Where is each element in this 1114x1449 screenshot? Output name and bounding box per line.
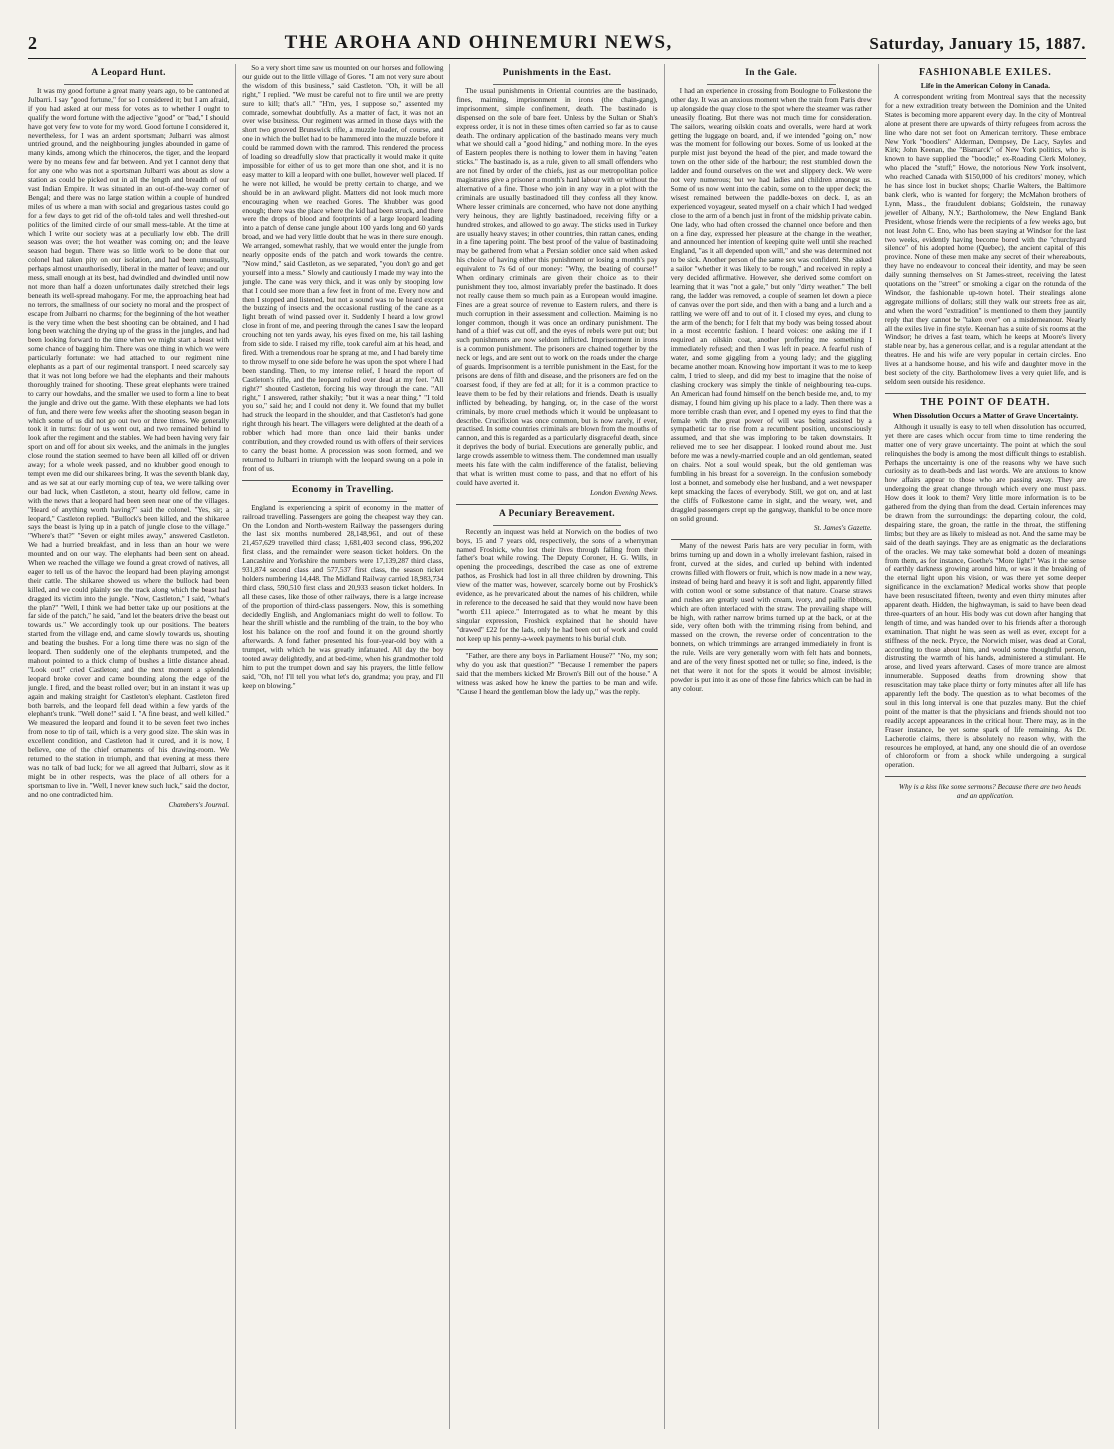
page-number: 2 [28,33,38,53]
article-heading-bereavement: A Pecuniary Bereavement. [499,508,615,519]
column-2 [235,64,449,1429]
article-body-gale: I had an experience in crossing from Boulogne to Folkestone the other day. It was an anxious moment when the train from Paris drew up alongside the quay close to the spot where the steamer was rather uneasily floating. But there was not much time for consideration. The sailors, wearing oilskin coats and overalls, were hard at work getting the luggage on board, and, if we intended "going on," now was the moment for following our boxes. Some of us looked at the purple mist just beyond the head of the pier, and made toward the town on the other side of the harbour; the rest stumbled down the ladder and found ourselves on the wet and slippery deck. We were not very numerous; but we had ladies and children amongst us. Some of us now went into the cabin, some on to the upper deck; the wisest remained between the paddle-boxes on deck. I, as an experienced voyageur, seated myself on a chair which I had wedged close to the arm of a bench just in front of the midship private cabin. One lady, who had often crossed the channel once before and then on a fine day, expressed her pleasure at the change in the weather, and announced her intention of keeping quite well until she reached England, "as it all depended upon will," and she was determined not to be sick. Another person of the same sex was confident. She asked a sailor "whether it was likely to be rough," and received in reply a very decided affirmative. However, she derived some comfort on learning that it was "not a gale," but only "dirty weather." The bell rang, the ladder was removed, a couple of seamen let down a piece of canvas over the port side, and then with a bang and a lurch and a rattling we were off and to out of it. I closed my eyes, and clung to the arm of the bench; for I felt that my body was being tossed about in a most eccentric fashion. I heard voices: one asking me if I required an oilskin coat, another proffering me something I immediately refused; and then I was left in peace. A fearful rush of water, and some giggling from a young lady; and the giggling became another moan. Knowing how important it was to me to keep calm, I tried to sleep, and did my best to imagine that the noise of clashing crockery was simply the tinkle of neighbouring tea-cups. An American had found himself on the bench beside me, and, to my dismay, I found him giving up his place to a lady. Then there was a more terrible crash than ever, and I opened my eyes to find that the female with the great power of will was being assisted by a sympathetic tar to rise from a recumbent position, unconsciously assumed, and that she was imploring to be taken downstairs. It relieved me to see her disappear. I looked round about me. Just before me was a newly-married couple and an old gentleman, seated on chairs. Not a soul would speak, but the old gentleman was fumbling in his breast for a sovereign. In the confusion somebody lost a bonnet, and somebody else her husband, and a wet newspaper kept smacking the faces of everybody. Still, we got on, and at last the cliffs of Folkestone came in sight, and the weary, wet, and draggled passengers crept up the gangway, thankful to be once more on solid ground. [670,86,872,523]
column-3 [449,64,663,1429]
article-body-economy: England is experiencing a spirit of economy in the matter of railroad travelling. Passengers are going the cheapest way they can. On the London and North-western Railway the passengers during the last six months numbered 28,148,961, and out of these 21,457,629 travelled third class; 1,681,403 second class, 996,202 first class, and the remainder were season ticket holders. On the Lancashire and Yorkshire the numbers were 17,139,287 third class, 931,874 second class and 577,537 first class, the season ticket holders numbering 14,448. The Midland Railway carried 18,983,734 third class, 590,510 first class and 20,933 season ticket holders. In all these cases, like those of other railways, there is a large increase of the proportion of third-class passengers. Now, this is something decidedly English, and Anglomaniacs might do well to follow. To hear the shrill whistle and the rumbling of the train, to the boy who lost his balance on the roof and found it on the ground shortly afterwards. A fond father presented his four-year-old boy with a trumpet, with which he was greatly infatuated. All day the boy tooted away delightedly, and at bed-time, when his grandmother told him to put the trumpet down and say his prayers, the little fellow said, "Oh, no! I'll tell you what let's do, grandma; you pray, and I'll keep on blowing." [242,502,444,690]
article-heading-punishments: Punishments in the East. [502,68,612,78]
paper-title: THE AROHA AND OHINEMURI NEWS, [284,32,673,53]
article-body-paris-hats: Many of the newest Paris hats are very peculiar in form, with brims turning up and down in a wholly irrelevant fashion, raised in front, curved at the sides, and curled up behind with indented crowns filled with flowers or fruit, which is now made in a new way, instead of being hard and heavy it is soft and light, apparently filled with cotton wool or some substance of that nature. Coarse straws and rushes are greatly used with cream, ivory, and paille ribbons, which are often interlaced with the straw. The prevailing shape will be high, with rather narrow brims turned up at the back, or at the side, very often both with the trimming rising from behind, and massed on the crown, the reverse order of concentration to the bonnets, on which trimmings are arranged immediately in front is the rule. Veils are very generally worn with felt hats and bonnets, and are of the very finest spotted net or tulle; so fine, indeed, is the net that were it not for the spots it would be almost invisible; powder is put into it as one of those fine fabrics which can be had in any colour. [670,541,872,693]
column-5 [878,64,1086,1429]
article-heading-economy: Economy in Travelling. [291,484,394,495]
article-separator [456,649,657,650]
article-separator [456,504,657,505]
heading-rule [493,525,622,526]
article-body-point-of-death: Although it usually is easy to tell when dissolution has occurred, yet there are cases which occur from time to time rendering the matter one of very grave uncertainty. The point at which the soul relinquishes the body is among the most difficult things to establish. Perhaps the uncertainty is one of the reasons why we have such curiosity as to death-beds and last words. We are anxious to know how affairs appear to those who are passing away. They are undergoing the great change through which every one must pass. How does it look to them? Very little more information is to be gathered from the dying than from the dead. Certain inferences may be drawn from the surroundings: the departing colour, the cold, despairing stare, the groan, the rattle in the throat, the stiffening limbs; but they are as likely to mislead as not. And the same may be said of the death sayings. They are as enigmatic as the declarations of the oracles. We may take somewhat bold a dozen of meanings from them, as for instance, Goethe's "More light!" Was it the sense of earthly darkness growing around him, or was it the breaking of the eternal light upon his vision, or was there yet some deeper significance in the exclamation? Medical works show that people have been resuscitated fifteen, twenty and even thirty minutes after apparent death. Hidden, the highwayman, is said to have been dead three-quarters of an hour. His body was cut down after hanging that length of time, and was handed over to his friends after a thorough examination. That night he was seen as well as ever, except for a stiffness of the neck. Pryce, the Norwich miser, was dead at Coral, according to those about him, and would some thoughtful person, distrusting the warmth of his hands, administered a stimulant. He arose, and lived years afterward. Cases of more trance are almost innumerable. Supposed deaths from drowning show that resuscitation may take place thirty or forty minutes after all life has apparently left the body. The question as to what becomes of the soul in this long interval is one that puzzles many. But the chief point of the matter is that the physicians and friends should not too readily accept appearances in the critical hour. There may, as in the Fraser instance, be yet some spark of life remaining. As Dr. Lacherotie claims, there is absolutely no reason why, with the resources he employed, at hand, any one should die of an overdose of chloroform or from a shock while undergoing a surgical operation. [884,421,1087,770]
article-heading-exiles: FASHIONABLE EXILES. [919,67,1052,78]
article-source: Chambers's Journal. [168,799,230,809]
article-body-punishments: The usual punishments in Oriental countries are the bastinado, fines, maiming, imprisonment in irons (the chain-gang), imprisonment, simple confinement, death. The bastinado is dispensed on the sole of bare feet. Unless by the Sultan or Shah's express order, it is not in these times often carried so far as to cause death. The ordinary application of the bastinado means very much what we should call a "good hiding," and nothing more. In the eyes of Eastern peoples there is nothing to lower them in having "eaten sticks." The bastinado is, as a rule, given to all small offenders who are not fined by order of the chiefs, just as our metropolitan police magistrates give a prisoner a month's hard labour with or without the alternative of a fine. Those who join in any way in a plot with the criminals are usually bastinadoed till they confess all they know. Where lesser criminals are concerned, who have not done anything very heinous, they are lightly bastinadoed, receiving fifty or a hundred strokes, and allowed to go away. The sticks used in Turkey are usually heavy staves; in other countries, thin rattan canes, ending in a fine tapering point. The best proof of the value of bastinadoing may be gathered from what a Persian soldier once said when asked his choice of having either this punishment or losing a month's pay equivalent to 7s 6d of our money: "Why, the beating of course!" When ordinary criminals are given their choice as to their punishment they too, almost invariably prefer the bastinado. It does not really cause them so much pain as a European would imagine. Fines are a great source of revenue to Eastern rulers, and there is much corruption in their assessment and collection. Maiming is no longer common, though it was once an ordinary punishment. The hand of a thief was cut off, and the eyes of rebels were put out; but such punishments are now seldom inflicted. Imprisonment in irons is a common punishment. The prisoners are chained together by the neck or legs, and are sent out to work on the roads under the charge of guards. Imprisonment is a terrible punishment in the East, for the prisons are dens of filth and disease, and the prisoners are fed on the coarsest food, if they are fed at all; for it is a common practice to leave them to be fed by their relations and friends. Death is usually inflicted by beheading, by hanging, or, in the case of the worst criminals, by more cruel methods which it would be unpleasant to describe. Crucifixion was once common, but is now rarely, if ever, practised. In some countries criminals are blown from the mouths of cannon, and this is regarded as a particularly disgraceful death, since it deprives the body of burial. Executions are generally public, and large crowds assemble to witness them. The condemned man usually meets his fate with the calm indifference of the fatalist, believing that what is written must come to pass, and that no effort of his could have averted it. [456,86,658,487]
article-body-exiles: A correspondent writing from Montreal says that the necessity for a new extradition treaty between the Dominion and the United States is becoming more apparent every day. In the city of Montreal alone at present there are upwards of thirty refugees from across the line who dare not set foot on American territory. These embrace New York "boodlers" Alderman, Dempsey, De Lacy, Sayles and Kirk; John Keenan, the "Bismarck" of New York politics, who is known to have supplied the "boodle;" ex-Roading Clerk Moloney, who placed the "stuff;" Howe, the notorious New York insolvent, who reached Canada with $150,000 of his creditors' money, which he has since lost in bucket shops; Charlie Walters, the Baltimore bank clerk, who is wanted for forgery; the McMahon brothers of Lynn, Mass., the fraudulent dobians; Goldstein, the runaway jeweller of Albany, N.Y.; Bartholomew, the New England Bank President, whose friends were the recipients of a few weeks ago, but not least John C. Eno, who has been staying at Windsor for the last two weeks, evidently having become bored with the "churchyard silence" of his adopted home (Quebec), the ancient capital of this province. None of these men make any secret of their whereabouts, they have no endeavour to conceal their identity, and may be seen daily sunning themselves on St James-street, receiving the latest quotations on the "street" or smoking a cigar on the rotunda of the Windsor, the fashionable up-town hotel. Their stealings alone aggregate millions of dollars; still they walk our streets free as air, and when the word "extradition" is mentioned to them they jauntily reply that they cannot be "taken over" on a misdemeanour. Nearly all the exiles live in fine style. Keenan has a suite of six rooms at the Windsor; he drives a fast team, which he keeps at Moore's livery stable near by, has a generous cellar, and is a regular attendant at the theatres. He and his wife are very popular in certain circles. Eno lives at a handsome house, and his wife and daughter move in the best society of the city. Bartholomew lives a very quiet life, and is seldom seen outside his residence. [884,92,1087,386]
masthead [28,28,1086,54]
column-1 [28,64,235,1429]
article-separator [885,776,1086,777]
article-subheading-exiles: Life in the American Colony in Canada. [920,81,1051,90]
heading-rule [278,501,407,502]
article-heading-point-of-death: THE POINT OF DEATH. [920,396,1051,408]
article-subheading-point-of-death: When Dissolution Occurs a Matter of Grave Uncertainty. [892,410,1079,420]
closing-riddle: Why is a kiss like some sermons? Because there are two heads and an application. [898,782,1081,801]
columns [28,64,1086,1429]
article-source: St. James's Gazette. [813,523,872,533]
article-heading-leopard-hunt: A Leopard Hunt. [91,68,166,78]
heading-rule [707,84,836,85]
heading-rule [493,84,622,85]
heading-rule [64,84,193,85]
article-separator [671,539,872,540]
article-heading-gale: In the Gale. [745,68,798,78]
article-body-leopard-hunt: It was my good fortune a great many years ago, to be cantoned at Julbarri. I say "good fortune," for so I considered it; but I am afraid, if you had asked at our mess for votes as to whether I ought to qualify the word fortune with the adjective "good" or "bad," I should have got very few to vote for my word. Good fortune I considered it, nevertheless, for I was an ardent sportsman; Julbarri was almost untried ground, and the neighbouring jungles abounded in game of many kinds, among which the rhinoceros, the tiger, and the leopard were by no means few and far between. And yet I cannot deny that for any one who was not a sportsman Julbarri was about as slow a station as could be picked out in all the length and breadth of our vast Indian Empire. It was situated in an out-of-the-way corner of Bengal; and there was no large station within a couple of hundred miles of us where a man with social and gregarious tastes could go for a few days to get rid of the oft-told tales and well threshed-out politics of the limited circle of our small mess-table. At the time at which I write our society was at a peculiarly low ebb. The drill season was over; the hot weather was coming on; and the leave season had begun. There was so little work to be done that our colonel had taken pity on our isolation, and had been unusually, perhaps almost unauthorisedly, liberal in the matter of leave; and our mess, small enough at its best, had dwindled and dwindled until now not more than half a dozen unfortunates daily stretched their legs beneath its well-spread mahogany. For me, the approaching heat had no terrors, the smallness of our society no moral and the prospect of escape from Julbarri no charms; for the beginning of the hot weather is the very time when the best shooting can be obtained, and I had long been watching the drying up of the grass in the jungles, and had been looking forward to the time when we might start a beast with some chance of bagging him. There was one thing in which we were particularly fortunate: we had attached to our regiment nine elephants as a part of our regimental transport. I need scarcely say that it was not long before we had the elephants and their mahouts thoroughly trained for shooting. These great elephants were trained to carry our howdahs, and the smaller we used to form a line to beat the jungle and drive out the game. With these elephants we had lots of fun, and there were few weeks after the shooting season began in which some of us did not go out two or three times. We generally took it in turns: four of us went out, and two remained behind to look after the regiment and the stables. We had been having very fair sport on and off for about six weeks, and the animals in the jungles close round the station seemed to have been all killed off or driven away; for a whole week passed, and no khubber good enough to tempt even me did our shikarees bring. It was the seventh blank day, and as we sat at our early morning cup of tea, we were talking over our bad luck, when Castleton, a stout, hearty old fellow, came in with the news that a leopard had been seen near one of the villages. "Heard of anything worth having?" said the colonel. "Yes, sir; a leopard," Castleton replied. "Bullock's been killed, and the shikaree says the beast is lying up in a patch of jungle close to the village." "Where's that?" "Seven or eight miles away," answered Castleton. We had a hurried breakfast, and in less than an hour we were mounted and on our way. The elephants had been sent on ahead. When we reached the village we found a great crowd of natives, all eager to tell us of the havoc the leopard had been playing amongst their cattle. The shikaree showed us where the bullock had been killed, and we could plainly see the track along which the beast had dragged its victim into the jungle. "Now, Castleton," I said, "what's the plan?" "Well, I think we had better take up our positions at the far side of the patch," he said, "and let the beaters drive the beast out towards us." We accordingly took up our positions. The beaters started from the village end, and came slowly towards us, shouting and beating the bushes. For a long time there was no sign of the leopard. Then suddenly one of the elephants trumpeted, and the mahout pointed to a thick clump of bushes a little distance ahead. "Look out!" cried Castleton; and the next moment a splendid leopard broke cover and came bounding along the edge of the jungle. I fired, and the beast rolled over; but in an instant it was up again and making straight for Castleton's elephant. Castleton fired both barrels, and the leopard fell dead within a few yards of the elephant's trunk. "Well done!" said I. "A fine beast, and well killed." We measured the leopard and found it to be seven feet two inches from nose to tip of tail, which is a very good size. The skin was in excellent condition, and Castleton had it cured, and it is now, I believe, one of the chief ornaments of his drawing-room. We returned to the station in triumph, and that evening at mess there was no talk of bad luck; for we all agreed that Julbarri, slow as it might be in other respects, was the place of all others for a sportsman to live in. "Well, I never knew such luck," said the doctor, and no one contradicted him. [28,86,230,799]
article-body-anecdotes: "Father, are there any boys in Parliament House?" "No, my son; why do you ask that question?" "Because I remember the papers said that the members kicked Mr Brown's Bill out of the house." A witness was asked how he knew the parties to be man and wife. "Cause I heard the gentleman blow the lady up," was the reply. [456,651,658,697]
issue-date: Saturday, January 15, 1887. [869,34,1086,53]
article-source: London Evening News. [590,487,658,497]
article-separator [885,393,1086,394]
masthead-rule [28,58,1086,59]
article-separator [242,480,443,481]
article-body-leopard-hunt-cont: So a very short time saw us mounted on our horses and following our guide out to the little village of Gores. "I am not very sure about the wisdom of this business," said Castleton. "Oh, it will be all right," I replied. "We must be careful not to fire until we are pretty sure to kill; that's all." "H'm, yes, I suppose so," assented my comrade, somewhat doubtfully. As a matter of fact, it was not an over wise business. Our regiment was armed in those days with the short two grooved Brunswick rifle, a muzzle loader, of course, and one in which the bullet had to be hammered into the muzzle before it could be rammed down with the ramrod. This rendered the process of loading so dreadfully slow that practically it would make it quite impossible for either of us to get more than one shot, and it is no easy matter to kill a leopard with one bullet, however well placed. If he were not killed, he would be pretty certain to charge, and we should be in an awkward plight. Matters did not look much more encouraging when we reached Gores. The khubber was good enough; there was the place where the kid had been struck, and there were the drops of blood and footprints of a large leopard leading into a patch of dense cane jungle about 100 yards long and 60 yards broad, and we had very little doubt that he was in there sure enough. We arranged, somewhat rashly, that we would enter the jungle from nearly opposite ends of the patch and work towards the centre. "Now mind," said Castleton, as we separated, "you don't go and get yourself into a mess." Slowly and cautiously I made my way into the jungle. The cane was very thick, and it was only by stooping low that I could see more than a few feet in front of me. Every now and then I stopped and listened, but not a sound was to be heard except the buzzing of insects and the occasional rustling of the cane as a light breath of wind passed over it. Suddenly I heard a low growl close in front of me, and peering through the canes I saw the leopard crouching not ten yards away, his eyes fixed on me, his tail lashing from side to side. I raised my rifle, took careful aim at his head, and fired. With a tremendous roar he sprang at me, and I had barely time to throw myself to one side before he was upon the spot where I had been standing. Then, to my intense relief, I heard the report of Castleton's rifle, and the leopard rolled over dead at my feet. "All right?" shouted Castleton, forcing his way through the cane. "All right," I answered, rather shakily; "but it was a near thing." "I told you so," said he; and I could not deny it. We found that my bullet had struck the leopard in the shoulder, and that Castleton's had gone right through his heart. The villagers were delighted at the death of a robber which had more than once laid their banks under contribution, and they crowded round us with offers of their services to carry the beast home. A procession was soon formed, and we returned to Julbarri in triumph with the leopard swung on a pole in front of us. [242,64,444,473]
column-4 [664,64,878,1429]
article-body-bereavement: Recently an inquest was held at Norwich on the bodies of two boys, 15 and 7 years old, respectively, the sons of a wherryman named Froshick, who lost their lives through falling from their father's boat while rowing. The Deputy Coroner, H. G. Wills, in opening the proceedings, described the case as one of extreme pathos, as Froshick had lost in all three children by drowning. This view of the matter was, however, scarcely borne out by Froshick's evidence, as he prevaricated about the names of his children, while in reference to the deceased he said that they would now have been "worth £11 apiece." Interrogated as to what he meant by this singular expression, Froshick explained that he should have "drawed" £22 for the lads, only he had been out of work and could not keep up his penny-a-week payments to his burial club. [456,526,658,643]
